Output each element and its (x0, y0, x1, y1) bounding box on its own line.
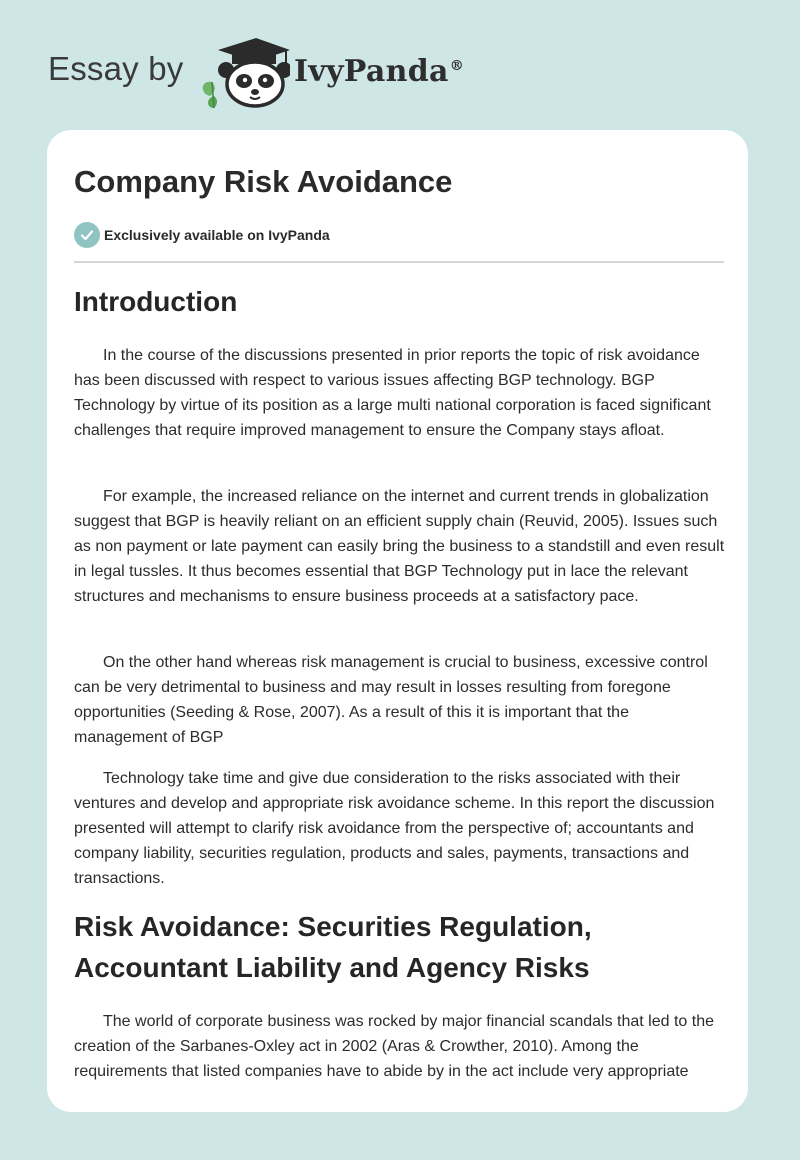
checkmark-icon (74, 222, 100, 248)
article-title: Company Risk Avoidance (74, 164, 453, 199)
exclusive-badge (74, 222, 330, 248)
paragraph: The world of corporate business was rocked by major financial scandals that led to the creation of the Sarbanes-Oxley act in 2002 (Aras & Crowther, 2010). Among the requirements that listed companies have to abide by in the act include very appropriate (74, 1013, 714, 1080)
exclusive-badge-label: Exclusively available on IvyPanda (104, 227, 330, 243)
section-heading-risk-avoidance: Risk Avoidance: Securities Regulation, Accountant Liability and Agency Risks (74, 911, 592, 983)
paragraph: On the other hand whereas risk management is crucial to business, excessive control can be very detrimental to business and may result in losses resulting from foregone opportunities (Seeding & Rose, 2007). As a result of this it is important that the management of BGP (74, 654, 708, 746)
article-card (47, 130, 748, 1112)
title-divider (74, 261, 724, 263)
paragraph: In the course of the discussions presented in prior reports the topic of risk avoidance has been discussed with respect to various issues affecting BGP technology. BGP Technology by virtue of its position as a large multi national corporation is faced significant challenges that require improved management to ensure the Company stays afloat. (74, 347, 711, 439)
brand-prefix: Essay by (48, 50, 184, 87)
brand-name: IvyPanda® (294, 54, 465, 89)
paragraph: For example, the increased reliance on the internet and current trends in globalization suggest that BGP is heavily reliant on an efficient supply chain (Reuvid, 2005). Issues such as non payment or late payment can easily bring the business to a standstill and even result in legal tussles. It thus becomes essential that BGP Technology put in lace the relevant structures and mechanisms to ensure business proceeds at a satisfactory pace. (74, 488, 725, 605)
paragraph: Technology take time and give due consideration to the risks associated with their ventures and develop and appropriate risk avoidance scheme. In this report the discussion presented will attempt to clarify risk avoidance from the perspective of; accountants and company liability, securities regulation, products and sales, payments, transactions and transactions. (74, 770, 715, 887)
site-brand[interactable] (48, 36, 468, 108)
section-heading-introduction: Introduction (74, 286, 238, 317)
ivypanda-logo-icon (198, 36, 290, 108)
